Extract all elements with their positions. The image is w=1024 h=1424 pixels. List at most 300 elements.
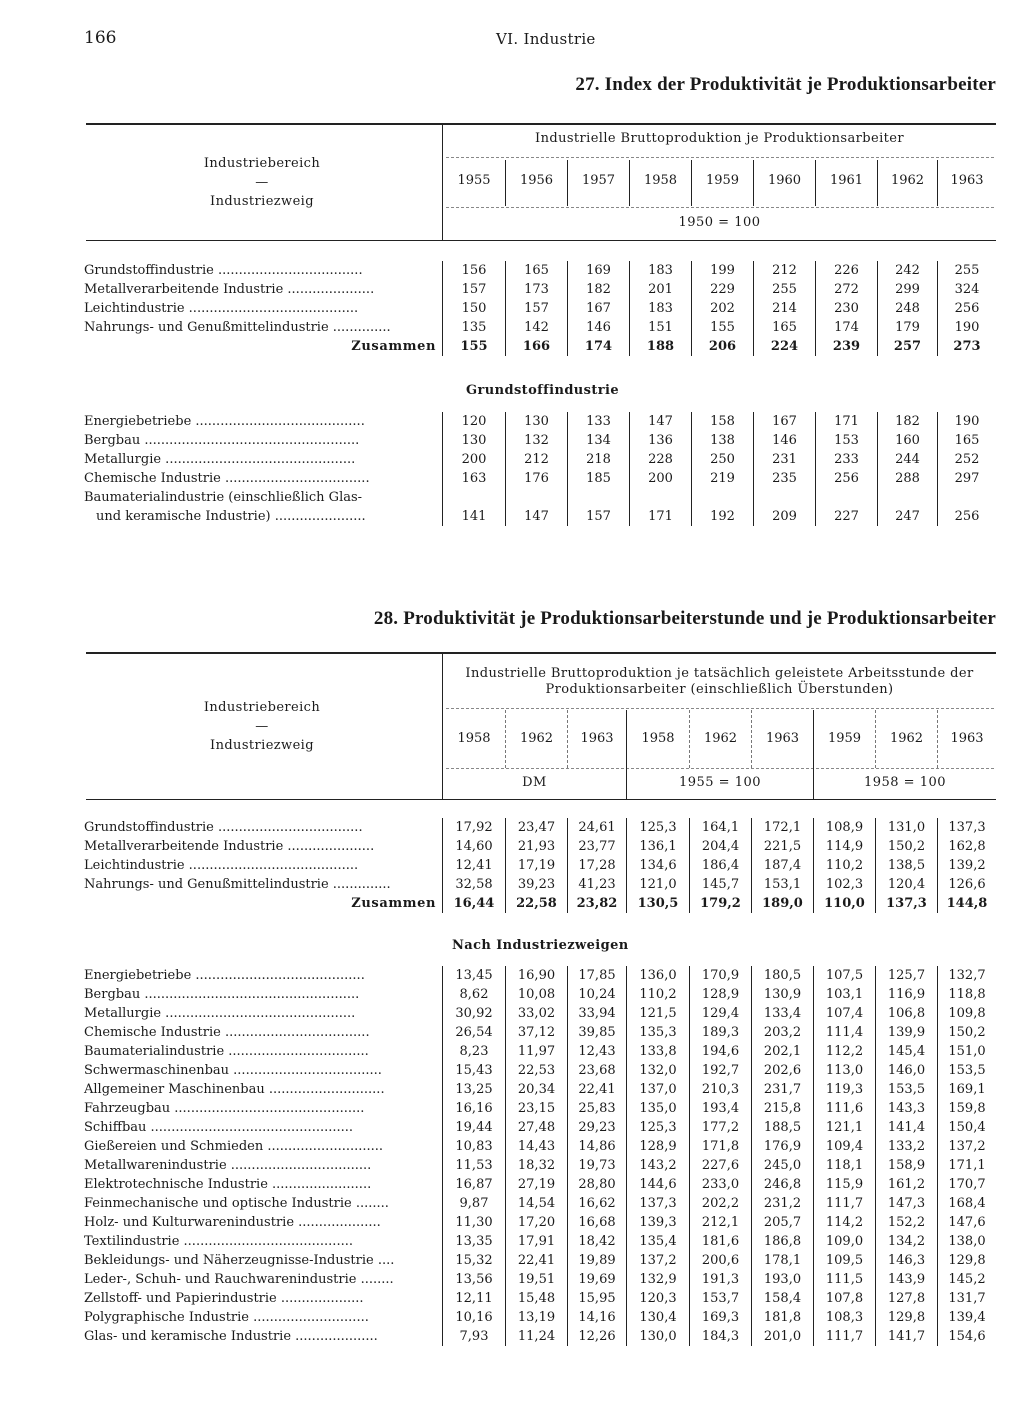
column-divider [815, 488, 816, 526]
table-cell: 193,4 [701, 1101, 740, 1116]
row-label: Baumaterialindustrie .................................. [84, 1044, 369, 1059]
table-cell: 14,16 [578, 1310, 616, 1325]
table-cell: 29,23 [578, 1120, 616, 1135]
table-cell: 188,5 [763, 1120, 802, 1135]
row-label: Metallwarenindustrie .................................. [84, 1158, 372, 1173]
column-divider [815, 160, 816, 206]
table-cell: 189,0 [762, 896, 803, 911]
table-cell: 22,41 [578, 1082, 616, 1097]
table-cell: 203,2 [763, 1025, 802, 1040]
table-cell: 231 [772, 452, 797, 467]
table-cell: 273 [953, 339, 981, 354]
table-cell: 17,92 [455, 820, 493, 835]
table-cell: 33,02 [517, 1006, 556, 1021]
group-header-line2: Produktionsarbeiter (einschließlich Überstunden) [545, 682, 894, 697]
table-cell: 11,53 [455, 1158, 493, 1173]
table-28-group-header [443, 666, 996, 698]
table-cell: 255 [954, 263, 980, 278]
table-27-title: 27. Index der Produktivität je Produktionsarbeiter [575, 74, 996, 95]
table-cell: 170,7 [948, 1177, 986, 1192]
row-label: Fahrzeugbau .............................................. [84, 1101, 365, 1116]
row-label: Chemische Industrie ................................... [84, 1025, 370, 1040]
table-cell: 22,58 [516, 896, 557, 911]
table-cell: 139,9 [887, 1025, 926, 1040]
table-cell: 133 [586, 414, 611, 429]
table-row [84, 1251, 1000, 1270]
table-cell: 120,4 [887, 877, 926, 892]
table-cell: 14,86 [578, 1139, 616, 1154]
table-cell: 129,4 [701, 1006, 740, 1021]
table-cell: 168,4 [948, 1196, 986, 1211]
row-label: Energiebetriebe ......................................... [84, 414, 365, 429]
table-cell: 227 [834, 509, 859, 524]
year-header: 1962 [889, 731, 924, 746]
table-28-top-rule [86, 652, 996, 654]
column-divider [751, 966, 752, 1346]
table-row [84, 431, 1000, 450]
table-cell: 106,8 [887, 1006, 926, 1021]
stub-header-dash: — [255, 175, 269, 190]
table-cell: 137,2 [948, 1139, 986, 1154]
table-cell: 144,6 [639, 1177, 677, 1192]
row-label: Leichtindustrie ......................................... [84, 858, 359, 873]
year-header: 1958 [643, 173, 678, 188]
year-header: 1959 [827, 731, 862, 746]
table-cell: 170,9 [701, 968, 740, 983]
table-cell: 186,8 [763, 1234, 802, 1249]
table-cell: 166 [522, 339, 551, 354]
row-label: Textilindustrie ......................................... [84, 1234, 353, 1249]
column-divider [626, 710, 627, 768]
table-cell: 155 [710, 320, 735, 335]
column-divider [567, 488, 568, 526]
table-cell: 15,43 [455, 1063, 493, 1078]
row-label: Metallurgie .............................................. [84, 1006, 356, 1021]
column-divider [937, 966, 938, 1346]
column-divider [691, 261, 692, 356]
table-cell: 19,51 [517, 1272, 556, 1287]
table-27-base-note: 1950 = 100 [678, 215, 761, 230]
table-cell: 21,93 [517, 839, 556, 854]
table-cell: 135,4 [639, 1234, 677, 1249]
row-label: Holz- und Kulturwarenindustrie .................... [84, 1215, 381, 1230]
table-row [84, 1289, 1000, 1308]
table-cell: 137,0 [639, 1082, 677, 1097]
row-label: Bergbau .................................................... [84, 987, 360, 1002]
table-cell: 39,23 [517, 877, 556, 892]
table-cell: 255 [772, 282, 797, 297]
table-cell: 39,85 [578, 1025, 616, 1040]
column-divider [937, 261, 938, 356]
table-cell: 111,7 [825, 1329, 864, 1344]
row-label-total: Zusammen [351, 896, 436, 911]
table-cell: 111,6 [825, 1101, 864, 1116]
table-cell: 171,1 [948, 1158, 986, 1173]
unit-base-1955: 1955 = 100 [678, 775, 762, 790]
table-28-header-rule [86, 799, 996, 800]
table-cell: 139,4 [948, 1310, 986, 1325]
table-cell: 136 [648, 433, 673, 448]
table-cell: 108,9 [825, 820, 864, 835]
table-cell: 250 [710, 452, 735, 467]
table-cell: 212,1 [701, 1215, 740, 1230]
table-cell: 246,8 [763, 1177, 802, 1192]
table-cell: 183 [648, 301, 673, 316]
table-cell: 224 [770, 339, 799, 354]
table-cell: 150 [461, 301, 487, 316]
column-divider [937, 488, 938, 526]
row-label: Gießereien und Schmieden ............................ [84, 1139, 384, 1154]
column-divider [567, 710, 568, 768]
year-header: 1963 [765, 731, 800, 746]
table-cell: 137,3 [886, 896, 927, 911]
table-cell: 109,4 [825, 1139, 864, 1154]
table-row [84, 818, 1000, 837]
table-cell: 133,8 [639, 1044, 677, 1059]
row-label-total: Zusammen [351, 339, 436, 354]
table-cell: 181,8 [763, 1310, 802, 1325]
table-cell: 138,0 [948, 1234, 986, 1249]
table-cell: 130,5 [637, 896, 679, 911]
table-cell: 130,9 [763, 987, 802, 1002]
table-cell: 137,3 [639, 1196, 677, 1211]
row-label: Metallverarbeitende Industrie ..................... [84, 839, 375, 854]
table-cell: 15,32 [455, 1253, 493, 1268]
table-cell: 131,0 [887, 820, 926, 835]
table-cell: 201 [648, 282, 673, 297]
row-label: Feinmechanische und optische Industrie ........ [84, 1196, 389, 1211]
table-cell: 9,87 [459, 1196, 489, 1211]
column-divider [937, 818, 938, 913]
table-cell: 111,5 [825, 1272, 864, 1287]
table-cell: 145,7 [701, 877, 740, 892]
table-cell: 138 [710, 433, 735, 448]
column-divider [505, 966, 506, 1346]
stub-header-dash: — [255, 719, 269, 734]
column-divider [691, 160, 692, 206]
table-cell: 167 [586, 301, 611, 316]
table-cell: 180,5 [763, 968, 802, 983]
table-cell: 212 [772, 263, 797, 278]
table-cell: 110,2 [825, 858, 864, 873]
table-28-stub-header [86, 698, 438, 755]
table-cell: 130,4 [639, 1310, 677, 1325]
table-cell: 121,5 [639, 1006, 677, 1021]
table-cell: 205,7 [763, 1215, 802, 1230]
table-cell: 158,4 [763, 1291, 802, 1306]
table-cell: 139,3 [639, 1215, 677, 1230]
table-cell: 115,9 [825, 1177, 864, 1192]
year-header: 1958 [641, 731, 675, 746]
table-cell: 153,7 [701, 1291, 740, 1306]
year-header: 1962 [519, 731, 554, 746]
column-divider [626, 966, 627, 1346]
table-cell: 19,44 [455, 1120, 493, 1135]
table-cell: 30,92 [455, 1006, 493, 1021]
table-cell: 107,5 [825, 968, 864, 983]
table-cell: 13,19 [517, 1310, 556, 1325]
row-label: Chemische Industrie ................................... [84, 471, 370, 486]
table-cell: 107,4 [825, 1006, 864, 1021]
stub-divider [442, 966, 443, 1346]
column-divider [689, 966, 690, 1346]
table-cell: 139,2 [948, 858, 986, 873]
table-cell: 182 [586, 282, 611, 297]
table-row [84, 1042, 1000, 1061]
table-cell: 231,7 [763, 1082, 802, 1097]
table-cell: 33,94 [578, 1006, 616, 1021]
table-cell: 193,0 [763, 1272, 802, 1287]
unit-base-1958: 1958 = 100 [863, 775, 947, 790]
table-cell: 189,3 [701, 1025, 740, 1040]
table-cell: 159,8 [948, 1101, 986, 1116]
table-cell: 142 [524, 320, 549, 335]
table-cell: 135 [461, 320, 487, 335]
table-row-total [84, 894, 1000, 913]
table-cell: 200,6 [701, 1253, 740, 1268]
column-divider [877, 412, 878, 488]
table-cell: 41,23 [578, 877, 616, 892]
table-cell: 215,8 [763, 1101, 802, 1116]
stub-divider [442, 261, 443, 356]
column-divider [567, 818, 568, 913]
column-divider [937, 412, 938, 488]
table-cell: 158,9 [887, 1158, 926, 1173]
table-cell: 125,3 [639, 820, 677, 835]
table-cell: 202,6 [763, 1063, 802, 1078]
table-cell: 120 [461, 414, 487, 429]
column-divider [877, 261, 878, 356]
table-cell: 247 [895, 509, 920, 524]
table-cell: 134,2 [887, 1234, 926, 1249]
table-cell: 132,9 [639, 1272, 677, 1287]
table-cell: 130 [461, 433, 487, 448]
table-row-total [84, 337, 1000, 356]
table-cell: 126,6 [948, 877, 986, 892]
column-divider [875, 966, 876, 1346]
table-cell: 111,4 [825, 1025, 864, 1040]
table-cell: 230 [834, 301, 859, 316]
table-cell: 17,28 [578, 858, 616, 873]
table-cell: 20,34 [517, 1082, 556, 1097]
table-cell: 27,19 [517, 1177, 556, 1192]
table-cell: 145,2 [948, 1272, 986, 1287]
table-cell: 146 [586, 320, 611, 335]
table-cell: 157 [586, 509, 611, 524]
table-cell: 22,41 [517, 1253, 556, 1268]
column-divider [689, 818, 690, 913]
year-header: 1960 [767, 173, 802, 188]
table-cell: 188 [646, 339, 675, 354]
table-cell: 209 [772, 509, 797, 524]
table-cell: 114,9 [825, 839, 864, 854]
table-cell: 150,2 [948, 1025, 986, 1040]
row-label: Elektrotechnische Industrie ........................ [84, 1177, 372, 1192]
table-cell: 125,3 [639, 1120, 677, 1135]
table-cell: 19,73 [578, 1158, 616, 1173]
table-cell: 133,2 [887, 1139, 926, 1154]
table-cell: 157 [461, 282, 487, 297]
table-cell: 16,68 [578, 1215, 616, 1230]
table-cell: 233 [834, 452, 859, 467]
table-cell: 235 [772, 471, 797, 486]
table-cell: 252 [954, 452, 980, 467]
table-cell: 231,2 [763, 1196, 802, 1211]
table-cell: 146,0 [887, 1063, 926, 1078]
row-label: Glas- und keramische Industrie .................... [84, 1329, 378, 1344]
page-number: 166 [84, 28, 117, 48]
table-row [84, 261, 1000, 280]
table-cell: 11,30 [455, 1215, 493, 1230]
column-divider [626, 818, 627, 913]
row-label: Polygraphische Industrie ............................ [84, 1310, 369, 1325]
table-row [84, 1232, 1000, 1251]
row-label: Baumaterialindustrie (einschließlich Glas- [84, 490, 363, 505]
table-cell: 163 [461, 471, 487, 486]
table-row [84, 280, 1000, 299]
column-divider [689, 710, 690, 768]
table-row [84, 1156, 1000, 1175]
table-cell: 8,23 [459, 1044, 489, 1059]
table-cell: 229 [710, 282, 735, 297]
table-cell: 23,82 [576, 896, 618, 911]
table-row [84, 299, 1000, 318]
table-cell: 151 [648, 320, 673, 335]
table-cell: 137,2 [639, 1253, 677, 1268]
table-cell: 297 [954, 471, 980, 486]
table-cell: 164,1 [701, 820, 740, 835]
year-header: 1959 [705, 173, 740, 188]
table-cell: 212 [524, 452, 549, 467]
header-dashed-rule [446, 768, 994, 769]
table-cell: 121,0 [639, 877, 677, 892]
table-cell: 256 [954, 301, 980, 316]
table-cell: 109,0 [825, 1234, 864, 1249]
column-divider [877, 488, 878, 526]
table-cell: 202 [710, 301, 735, 316]
table-cell: 23,47 [517, 820, 556, 835]
table-row [84, 1080, 1000, 1099]
column-divider [875, 710, 876, 768]
table-27-subhead: Grundstoffindustrie [466, 383, 620, 398]
table-row [84, 412, 1000, 431]
table-cell: 16,87 [455, 1177, 493, 1192]
table-cell: 190 [954, 414, 980, 429]
table-cell: 16,44 [453, 896, 495, 911]
table-cell: 10,24 [578, 987, 616, 1002]
table-row [84, 1327, 1000, 1346]
table-cell: 129,8 [887, 1310, 926, 1325]
table-cell: 25,83 [578, 1101, 616, 1116]
table-cell: 158 [710, 414, 735, 429]
row-label: Energiebetriebe ......................................... [84, 968, 365, 983]
table-cell: 171 [834, 414, 859, 429]
table-cell: 119,3 [825, 1082, 864, 1097]
table-cell: 136,1 [639, 839, 677, 854]
table-27-stub-header [86, 154, 438, 211]
table-cell: 11,97 [517, 1044, 556, 1059]
table-row [84, 1023, 1000, 1042]
table-cell: 27,48 [517, 1120, 556, 1135]
table-cell: 116,9 [887, 987, 926, 1002]
table-cell: 226 [834, 263, 859, 278]
table-cell: 18,32 [517, 1158, 556, 1173]
row-label: Grundstoffindustrie ................................... [84, 263, 363, 278]
table-cell: 176 [524, 471, 549, 486]
table-cell: 172,1 [763, 820, 802, 835]
table-row [84, 318, 1000, 337]
column-divider [753, 412, 754, 488]
table-cell: 186,4 [701, 858, 740, 873]
table-cell: 161,2 [887, 1177, 926, 1192]
table-cell: 147 [524, 509, 549, 524]
table-cell: 194,6 [701, 1044, 740, 1059]
table-cell: 151,0 [948, 1044, 986, 1059]
table-row [84, 1194, 1000, 1213]
table-cell: 182 [895, 414, 920, 429]
table-cell: 128,9 [701, 987, 740, 1002]
table-cell: 145,4 [887, 1044, 926, 1059]
table-cell: 13,45 [455, 968, 493, 983]
stub-header-line2: Industriezweig [210, 738, 314, 753]
table-27-group-header: Industrielle Bruttoproduktion je Produktionsarbeiter [535, 131, 904, 146]
stub-divider [442, 818, 443, 913]
table-cell: 12,11 [455, 1291, 493, 1306]
table-cell: 32,58 [455, 877, 493, 892]
column-divider [567, 412, 568, 488]
row-label: Allgemeiner Maschinenbau ............................ [84, 1082, 385, 1097]
table-cell: 228 [648, 452, 673, 467]
table-cell: 103,1 [825, 987, 864, 1002]
table-cell: 169 [586, 263, 611, 278]
table-cell: 154,6 [948, 1329, 986, 1344]
table-cell: 146 [772, 433, 797, 448]
header-dashed-rule [446, 708, 994, 709]
table-cell: 201,0 [763, 1329, 802, 1344]
table-cell: 156 [461, 263, 487, 278]
table-cell: 200 [461, 452, 487, 467]
table-row [84, 1270, 1000, 1289]
table-cell: 169,1 [948, 1082, 986, 1097]
table-cell: 143,9 [887, 1272, 926, 1287]
column-divider [815, 412, 816, 488]
table-cell: 162,8 [948, 839, 986, 854]
table-cell: 109,8 [948, 1006, 986, 1021]
table-cell: 13,25 [455, 1082, 493, 1097]
table-cell: 131,7 [948, 1291, 986, 1306]
table-cell: 147,6 [948, 1215, 986, 1230]
year-header: 1962 [703, 731, 738, 746]
table-cell: 10,08 [517, 987, 556, 1002]
table-row [84, 875, 1000, 894]
table-cell: 324 [954, 282, 980, 297]
table-cell: 245,0 [763, 1158, 802, 1173]
row-label: Zellstoff- und Papierindustrie .................... [84, 1291, 364, 1306]
table-cell: 18,42 [578, 1234, 616, 1249]
table-cell: 125,7 [887, 968, 926, 983]
table-cell: 16,62 [578, 1196, 616, 1211]
table-cell: 174 [834, 320, 859, 335]
table-row [84, 985, 1000, 1004]
column-divider [815, 261, 816, 356]
table-cell: 165 [524, 263, 549, 278]
table-cell: 153,5 [887, 1082, 926, 1097]
table-cell: 141,4 [887, 1120, 926, 1135]
column-divider [629, 160, 630, 206]
table-cell: 111,7 [825, 1196, 864, 1211]
column-divider [567, 966, 568, 1346]
table-cell: 179,2 [700, 896, 741, 911]
